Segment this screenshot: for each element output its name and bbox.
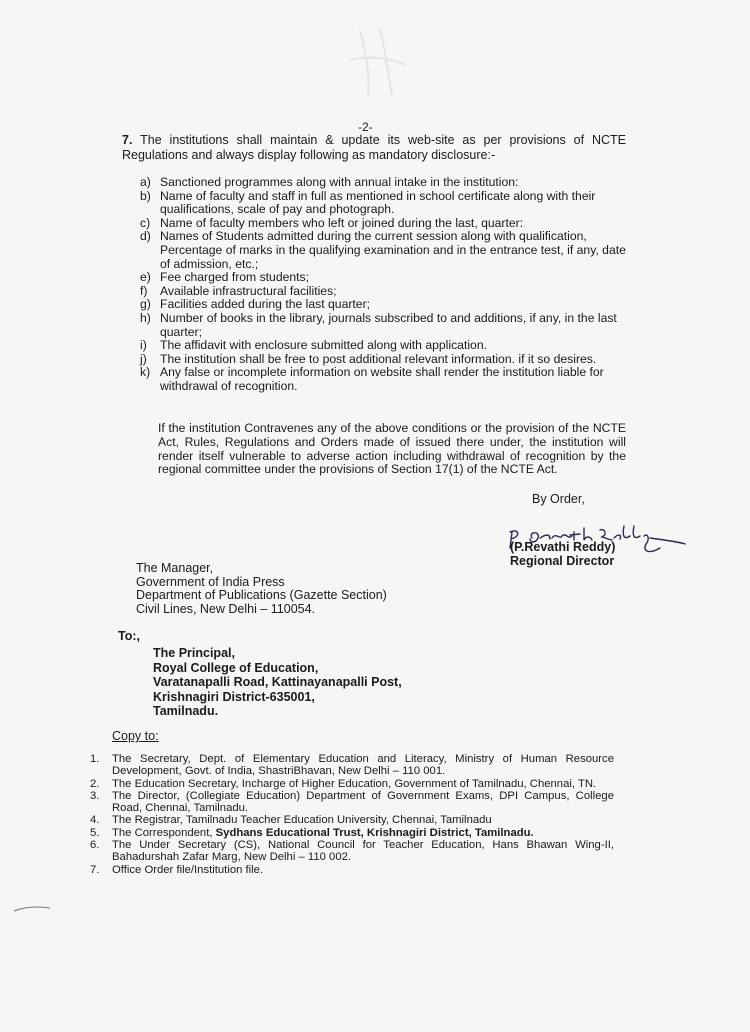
copy-number: 5. [90,826,100,839]
address-line: The Manager, [136,561,214,575]
item-letter: k) [140,365,151,380]
signatory-block [510,540,615,568]
faded-emblem-watermark [330,20,420,100]
address-line: The Principal, [153,646,235,660]
copy-text: The Secretary, Dept. of Elementary Education and Literacy, Ministry of Human Resource Development, Govt. of India, ShastriBhavan, New Delhi – 110 001. [112,753,614,778]
item-letter: e) [140,270,151,285]
item-text: The affidavit with enclosure submitted along with application. [160,338,487,353]
item-text: Any false or incomplete information on website shall render the institution liable for withdrawal of recognition. [160,365,604,393]
item-letter: i) [140,338,147,353]
disclosure-item [140,271,626,285]
item-letter: h) [140,310,151,325]
address-line: Tamilnadu. [153,704,219,718]
disclosure-item [140,339,626,353]
disclosure-item [140,176,626,190]
signatory-name: (P.Revathi Reddy) [510,540,616,554]
address-line: Government of India Press [136,574,285,589]
disclosure-item [140,285,626,299]
mandatory-disclosure-list [140,176,626,394]
manager-address [136,562,387,616]
copy-to-label: Copy to: [112,729,159,743]
item-text: Number of books in the library, journals subscribed to and additions, if any, in the last quarter; [160,310,617,339]
address-line: Civil Lines, New Delhi – 110054. [136,601,316,616]
address-line: Department of Publications (Gazette Section) [136,588,387,602]
signatory-title: Regional Director [510,554,615,568]
item-letter: c) [140,215,151,230]
item-text: Sanctioned programmes along with annual intake in the institution: [160,175,519,189]
disclosure-item [140,217,626,231]
copy-text: The Director, (Collegiate Education) Department of Government Exams, DPI Campus, College Road, Chennai, Tamilnadu. [112,789,614,815]
disclosure-item [140,230,626,271]
item-text: Fee charged from students; [160,270,310,285]
item-letter: g) [140,297,151,312]
item-text: Name of faculty members who left or joined during the last, quarter: [160,215,524,230]
copy-number: 7. [90,863,100,876]
copy-item [90,753,614,778]
by-order-label: By Order, [532,492,585,506]
copy-text: The Registrar, Tamilnadu Teacher Education University, Chennai, Tamilnadu [112,814,492,827]
disclosure-item [140,312,626,339]
item-text: Facilities added during the last quarter; [160,297,371,312]
item-text: Name of faculty and staff in full as mentioned in school certificate along with their qualifications, scale of pay and photograph. [160,188,596,217]
copy-item [90,778,614,790]
copy-item [90,864,614,876]
item-letter: d) [140,229,151,244]
address-line: Royal College of Education, [153,660,319,675]
copy-number: 1. [90,753,100,765]
disclosure-item [140,366,626,393]
copy-item [90,839,614,864]
contravene-paragraph: If the institution Contravenes any of the above conditions or the provision of the NCTE Act, Rules, Regulations and Orders made of issued there under, the institution will render itself vulnerable to adverse action including withdrawal of recognition by the regional committee under the provisions of Section 17(1) of the NCTE Act. [158,421,626,477]
copy-text: The Education Secretary, Incharge of Higher Education, Government of Tamilnadu, Chennai, TN. [112,777,597,790]
clause-text: The institutions shall maintain & update its web-site as per provisions of NCTE Regulations and always display following as mandatory disclosure:- [122,133,626,162]
disclosure-item [140,353,626,367]
disclosure-item [140,298,626,312]
clause-number: 7. [122,133,133,147]
page-number: -2- [358,120,373,134]
copy-item [90,814,614,826]
item-letter: f) [140,283,148,298]
item-text: Names of Students admitted during the current session along with qualification, Percentage of marks in the qualifying examination and in the entrance test, if any, date of admission, etc.; [160,229,626,271]
copy-number: 2. [90,777,100,790]
copy-text-bold: Sydhans Educational Trust, Krishnagiri District, Tamilnadu. [215,826,534,839]
copy-number: 4. [90,814,100,827]
address-line: Varatanapalli Road, Kattinayanapalli Post, [153,675,402,689]
margin-pen-mark [12,905,52,913]
copy-number: 3. [90,789,100,802]
to-label: To:, [118,629,140,643]
copy-item [90,790,614,815]
copy-item [90,827,614,839]
item-text: Available infrastructural facilities; [160,283,337,298]
item-letter: b) [140,188,151,203]
copy-to-list [90,753,614,876]
item-letter: j) [140,351,147,366]
copy-text: The Under Secretary (CS), National Council for Teacher Education, Hans Bhawan Wing-II, Bahadurshah Zafar Marg, New Delhi – 110 002. [112,839,614,864]
disclosure-item [140,190,626,217]
copy-text: The Correspondent, [112,826,216,839]
copy-number: 6. [90,839,100,852]
clause-7-intro [122,133,626,163]
copy-text: Office Order file/Institution file. [112,863,264,876]
address-line: Krishnagiri District-635001, [153,689,315,704]
recipient-address [153,646,402,719]
item-text: The institution shall be free to post additional relevant information. if it so desires. [160,351,597,366]
item-letter: a) [140,175,151,189]
